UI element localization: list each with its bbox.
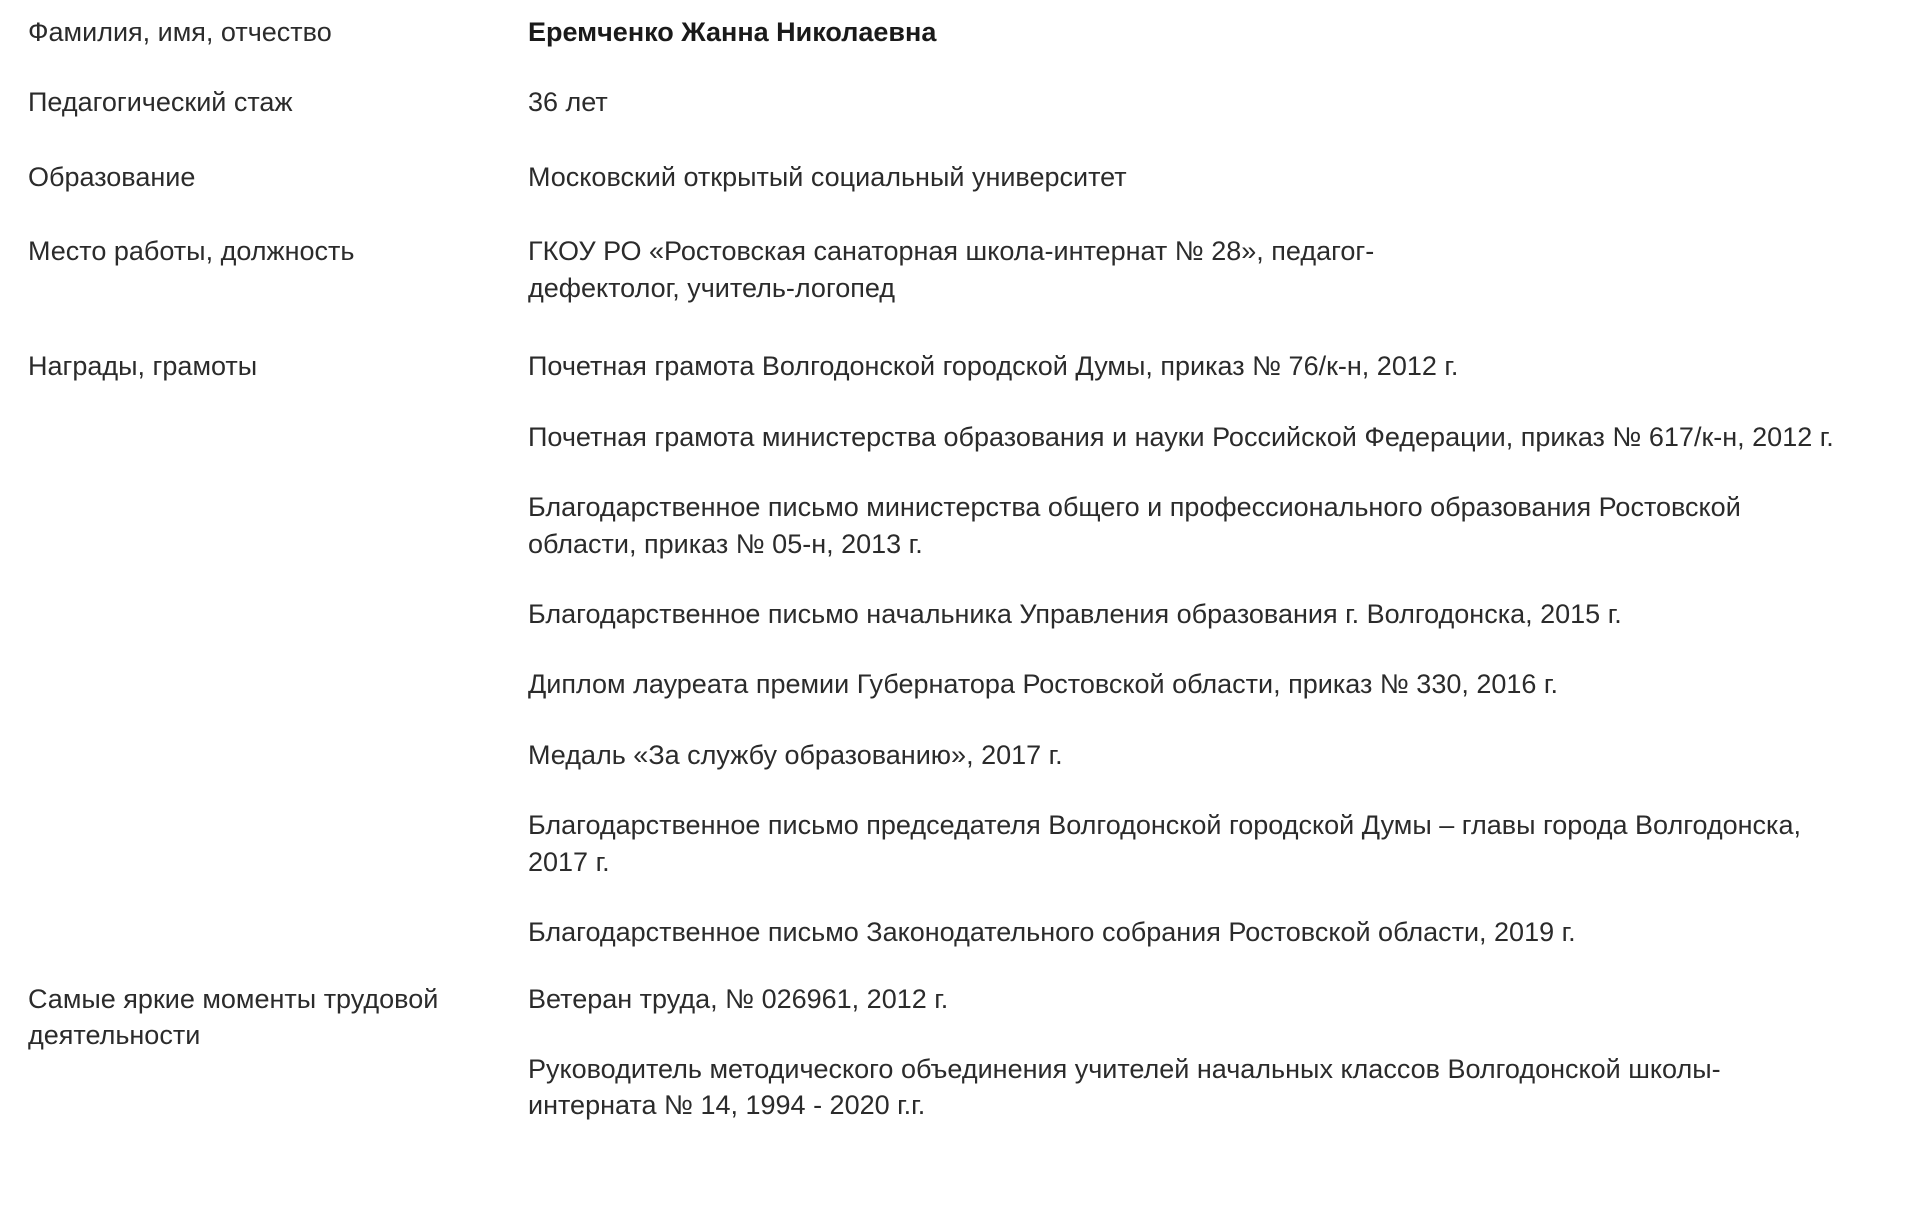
award-item: Благодарственное письмо Законодательного собрания Ростовской области, 2019 г. [528, 917, 1576, 948]
award-item: Почетная грамота министерства образования и науки Российской Федерации, приказ № 617/к-н, 2012 г. [528, 421, 1834, 452]
full-name-text: Еремченко Жанна Николаевна [528, 17, 937, 47]
row-label-career-highlights [0, 981, 528, 1144]
row-value-career-highlights [528, 981, 1916, 1144]
career-highlights-label-text: Самые яркие моменты трудовой деятельности [28, 983, 439, 1050]
row-label-full-name: Фамилия, имя, отчество [28, 17, 332, 47]
row-value-awards [528, 348, 1916, 980]
row-label-awards: Награды, грамоты [28, 351, 258, 382]
award-item: Благодарственное письмо председателя Волгодонской городской Думы – главы города Волгодонска, 2017 г. [528, 810, 1801, 877]
table-row [0, 348, 1916, 980]
table-row [0, 981, 1916, 1144]
highlight-item: Ветеран труда, № 026961, 2012 г. [528, 983, 949, 1014]
table-row [0, 233, 1916, 348]
row-label-workplace: Место работы, должность [28, 236, 355, 267]
highlight-item: Руководитель методического объединения учителей начальных классов Волгодонской школы-интерната № 14, 1994 - 2020 г.г. [528, 1054, 1721, 1121]
row-label-education: Образование [28, 161, 196, 192]
award-item: Благодарственное письмо министерства общего и профессионального образования Ростовской области, приказ № 05-н, 2013 г. [528, 492, 1741, 559]
table-row [0, 0, 1916, 84]
table-row [0, 159, 1916, 233]
table-row [0, 84, 1916, 158]
workplace-text: ГКОУ РО «Ростовская санаторная школа-интернат № 28», педагог-дефектолог, учитель-логопед [528, 236, 1375, 303]
row-label-teaching-experience: Педагогический стаж [28, 87, 293, 118]
teaching-experience-text: 36 лет [528, 87, 608, 118]
award-item: Почетная грамота Волгодонской городской Думы, приказ № 76/к-н, 2012 г. [528, 351, 1459, 382]
row-value-teaching-experience [528, 84, 1916, 158]
education-text: Московский открытый социальный университет [528, 161, 1127, 192]
award-item: Диплом лауреата премии Губернатора Ростовской области, приказ № 330, 2016 г. [528, 669, 1558, 700]
award-item: Благодарственное письмо начальника Управления образования г. Волгодонска, 2015 г. [528, 598, 1622, 629]
row-value-workplace [528, 233, 1916, 348]
award-item: Медаль «За службу образованию», 2017 г. [528, 739, 1063, 770]
row-value-full-name [528, 0, 1916, 84]
row-value-education [528, 159, 1916, 233]
